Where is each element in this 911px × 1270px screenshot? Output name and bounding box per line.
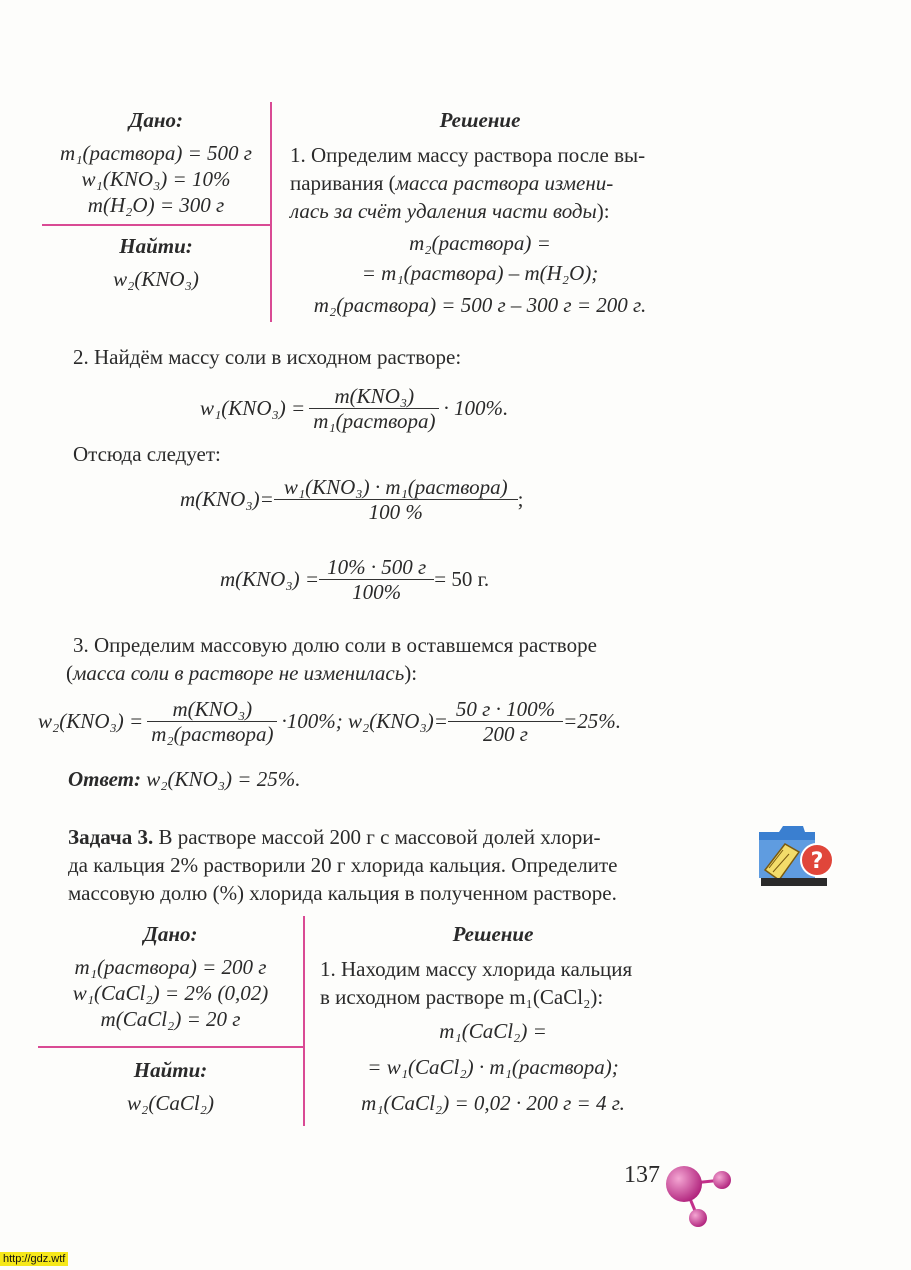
given-line: w₁(KNO₃) = 10% [81,167,231,191]
given-line: m₁(раствора) = 200 г [74,955,267,979]
fraction-denominator: 200 г [448,721,563,746]
solution-label: Решение [439,108,521,132]
fraction [323,555,430,604]
fraction-denominator: m₂(раствора) [147,721,277,746]
find-value: w₂(KNO₃) [113,267,199,291]
equation-4 [38,697,621,746]
fraction [452,697,559,746]
solution-text: ): [596,199,610,223]
svg-text:?: ? [810,849,824,874]
eq-left: w₂(KNO₃) = [38,709,144,733]
given-line: m₁(раствора) = 500 г [60,141,252,165]
fraction-numerator: m(KNO₃) [334,384,415,408]
solution-text: паривания ( [290,171,396,195]
task-label: Задача 3. [68,825,154,849]
step2-text: 2. Найдём массу соли в исходном растворе: [73,345,462,369]
formula-line: m₂(раствора) = [409,231,551,255]
footer-url[interactable]: http://gdz.wtf [0,1252,68,1266]
fraction-denominator: m₁(раствора) [309,408,439,433]
task-text: В растворе массой 200 г с массовой долей хлори- [158,825,601,849]
divider-vertical-1 [270,102,272,322]
equation-2 [180,475,523,524]
answer-line [68,765,300,793]
step3-emphasis: масса соли в растворе не изменилась [73,661,405,685]
fraction [309,384,439,433]
eq-right: =25%. [563,709,622,733]
fraction [147,697,277,746]
solution-label: Решение [452,922,534,946]
equation-1 [200,384,508,433]
step3-text: ( [66,661,73,685]
divider-horizontal-2 [38,1046,303,1048]
eq-left: m(KNO₃) = [220,567,320,591]
step3-text: 3. Определим массовую долю соли в оставшемся растворе [73,633,597,657]
given-label: Дано: [143,922,198,946]
formula-line: m₁(CaCl₂) = [439,1019,547,1043]
find-value: w₂(CaCl₂) [127,1091,214,1115]
solution-text: в исходном растворе m₁(CaCl₂): [320,985,604,1009]
formula-line: = w₁(CaCl₂) · m₁(раствора); [367,1055,619,1079]
follows-text: Отсюда следует: [73,442,221,466]
fraction-numerator: 10% · 500 г [327,555,427,579]
task-text: да кальция 2% растворили 20 г хлорида кальция. Определите [68,853,618,877]
given-line: m(H₂O) = 300 г [87,193,225,217]
question-folder-icon [755,822,837,892]
given-label: Дано: [129,108,183,132]
solution-text: 1. Определим массу раствора после вы- [290,143,646,167]
fraction-numerator: m(KNO₃) [172,697,253,721]
given-line: m(CaCl₂) = 20 г [100,1007,241,1031]
page-number: 137 [624,1162,660,1188]
answer-text: w₂(KNO₃) = 25%. [146,767,301,791]
eq-left: m(KNO₃)= [180,487,274,511]
eq-middle: ·100%; w₂(KNO₃)= [281,709,448,733]
fraction-denominator: 100 % [274,499,518,524]
answer-label: Ответ: [68,767,141,791]
given-line: w₁(CaCl₂) = 2% (0,02) [72,981,269,1005]
solution-emphasis: масса раствора измени- [395,171,614,195]
formula-line: = m₁(раствора) – m(H₂O); [361,261,599,285]
formula-line: m₂(раствора) = 500 г – 300 г = 200 г. [313,293,647,317]
formula-line: m₁(CaCl₂) = 0,02 · 200 г = 4 г. [361,1091,625,1115]
divider-horizontal-1 [42,224,270,226]
solution-text: 1. Находим массу хлорида кальция [320,957,633,981]
solution-emphasis: лась за счёт удаления части воды [290,199,597,223]
fraction [278,475,514,524]
find-label: Найти: [133,1058,208,1082]
divider-vertical-2 [303,916,305,1126]
eq-left: w₁(KNO₃) = [200,396,306,420]
fraction-denominator: 100% [319,579,434,604]
equation-3 [220,555,489,604]
task-text: массовую долю (%) хлорида кальция в полученном растворе. [68,881,617,905]
eq-right: = 50 г. [434,567,490,591]
step3-text: ): [404,661,418,685]
find-label: Найти: [119,234,193,258]
eq-right: ; [517,487,524,511]
molecule-icon [664,1160,744,1232]
fraction-numerator: w₁(KNO₃) · m₁(раствора) [283,475,508,499]
fraction-numerator: 50 г · 100% [455,697,556,721]
eq-right: · 100%. [443,396,509,420]
